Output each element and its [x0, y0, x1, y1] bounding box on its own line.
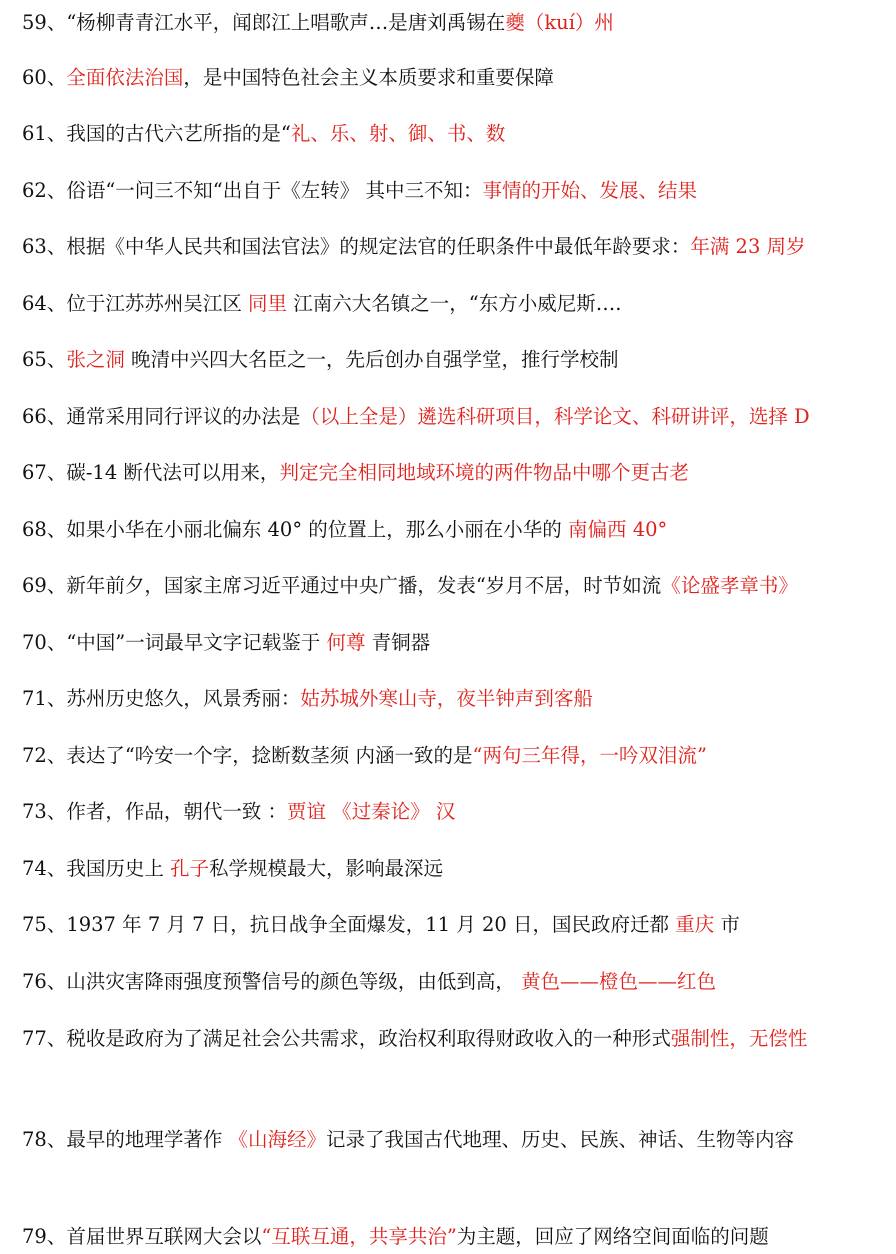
item-text: 私学规模最大，影响最深远 [209, 857, 444, 880]
item-text: 新年前夕，国家主席习近平通过中央广播，发表“岁月不居，时节如流 [66, 574, 662, 597]
item-number: 69、 [22, 574, 67, 597]
item-text: ，是中国特色社会主义本质要求和重要保障 [183, 66, 554, 89]
list-item [22, 686, 892, 712]
item-highlight: 何尊 [326, 631, 366, 654]
item-text: 我国的古代六艺所指的是“ [66, 122, 291, 145]
item-text: 青铜器 [365, 631, 431, 654]
item-text: 1937 年 7 月 7 日，抗日战争全面爆发，11 月 20 日，国民政府迁都 [66, 913, 676, 936]
item-number: 60、 [22, 66, 67, 89]
item-highlight: 贾谊 《过秦论》 汉 [287, 800, 456, 823]
item-number: 70、 [22, 631, 67, 654]
item-text: “中国”一词最早文字记载鉴于 [66, 631, 327, 654]
item-highlight: 强制性，无偿性 [670, 1027, 808, 1050]
item-text: 根据《中华人民共和国法官法》的规定法官的任职条件中最低年龄要求： [66, 235, 691, 258]
item-text: 首届世界互联网大会以 [66, 1225, 262, 1248]
item-text: 位于江苏苏州吴江区 [66, 292, 249, 315]
item-text: 作者，作品，朝代一致 ： [66, 800, 288, 823]
list-item [22, 912, 892, 938]
list-item [22, 969, 892, 995]
item-highlight: “两句三年得，一吟双泪流” [472, 744, 707, 767]
item-number: 68、 [22, 518, 67, 541]
item-highlight: 《论盛孝章书》 [661, 574, 798, 597]
list-item [22, 573, 892, 599]
list-item [22, 347, 892, 373]
item-highlight: 同里 [248, 292, 288, 315]
item-number: 63、 [22, 235, 67, 258]
item-number: 76、 [22, 970, 67, 993]
list-item [22, 291, 892, 317]
item-text: 税收是政府为了满足社会公共需求，政治权利取得财政收入的一种形式 [66, 1027, 671, 1050]
item-text: 最早的地理学著作 [66, 1128, 229, 1151]
item-text: “杨柳青青江水平，闻郎江上唱歌声…是唐刘禹锡在 [66, 11, 506, 34]
list-item [22, 1224, 892, 1250]
list-item [22, 856, 892, 882]
item-number: 72、 [22, 744, 67, 767]
item-number: 61、 [22, 122, 67, 145]
item-highlight: 夔（kuí）州 [505, 11, 614, 34]
item-highlight: （以上全是）遴选科研项目，科学论文、科研讲评，选择 D [300, 405, 810, 428]
item-number: 66、 [22, 405, 67, 428]
item-text: 如果小华在小丽北偏东 40° 的位置上，那么小丽在小华的 [66, 518, 568, 541]
list-item [22, 799, 892, 825]
item-text: 晚清中兴四大名臣之一，先后创办自强学堂，推行学校制 [124, 348, 619, 371]
list-item [22, 404, 892, 430]
item-text: 表达了“吟安一个字，捻断数茎须 内涵一致的是 [66, 744, 473, 767]
item-text: 我国历史上 [66, 857, 171, 880]
item-text: 苏州历史悠久，风景秀丽： [66, 687, 301, 710]
item-text: 俗语“一问三不知“出自于《左转》 其中三不知： [66, 179, 483, 202]
list-item [22, 630, 892, 656]
item-number: 75、 [22, 913, 67, 936]
item-highlight: 南偏西 40° [568, 518, 668, 541]
item-highlight: 《山海经》 [228, 1128, 327, 1151]
item-number: 78、 [22, 1128, 67, 1151]
item-number: 59、 [22, 11, 67, 34]
list-item [22, 743, 892, 769]
item-highlight: 黄色——橙色——红色 [521, 970, 717, 993]
item-number: 62、 [22, 179, 67, 202]
list-item [22, 65, 892, 91]
item-highlight: 张之洞 [66, 348, 125, 371]
list-item [22, 121, 892, 147]
list-item [22, 10, 892, 36]
item-number: 73、 [22, 800, 67, 823]
item-number: 64、 [22, 292, 67, 315]
item-text: 山洪灾害降雨强度预警信号的颜色等级，由低到高， [66, 970, 522, 993]
item-highlight: 年满 23 周岁 [690, 235, 806, 258]
item-highlight: 礼、乐、射、御、书、数 [290, 122, 506, 145]
item-number: 71、 [22, 687, 67, 710]
item-number: 74、 [22, 857, 67, 880]
item-highlight: 判定完全相同地域环境的两件物品中哪个更古老 [279, 461, 689, 484]
list-item [22, 178, 892, 204]
item-highlight: 重庆 [675, 913, 715, 936]
item-text: 通常采用同行评议的办法是 [66, 405, 301, 428]
item-text: 碳-14 断代法可以用来， [66, 461, 280, 484]
list-item [22, 234, 892, 260]
item-number: 65、 [22, 348, 67, 371]
item-highlight: 孔子 [170, 857, 210, 880]
item-number: 67、 [22, 461, 67, 484]
item-highlight: “互联互通，共享共治” [261, 1225, 457, 1248]
list-item [22, 1114, 892, 1166]
list-item [22, 1013, 892, 1065]
item-number: 77、 [22, 1027, 67, 1050]
item-highlight: 姑苏城外寒山寺，夜半钟声到客船 [300, 687, 593, 710]
item-text: 市 [714, 913, 740, 936]
item-number: 79、 [22, 1225, 67, 1248]
list-item [22, 460, 892, 486]
item-text: 为主题，回应了网络空间面临的问题 [456, 1225, 769, 1248]
list-item [22, 517, 892, 543]
item-highlight: 全面依法治国 [66, 66, 184, 89]
item-text: 江南六大名镇之一，“东方小威尼斯…. [287, 292, 622, 315]
item-text: 记录了我国古代地理、历史、民族、神话、生物等内容 [326, 1128, 795, 1151]
item-highlight: 事情的开始、发展、结果 [482, 179, 697, 202]
